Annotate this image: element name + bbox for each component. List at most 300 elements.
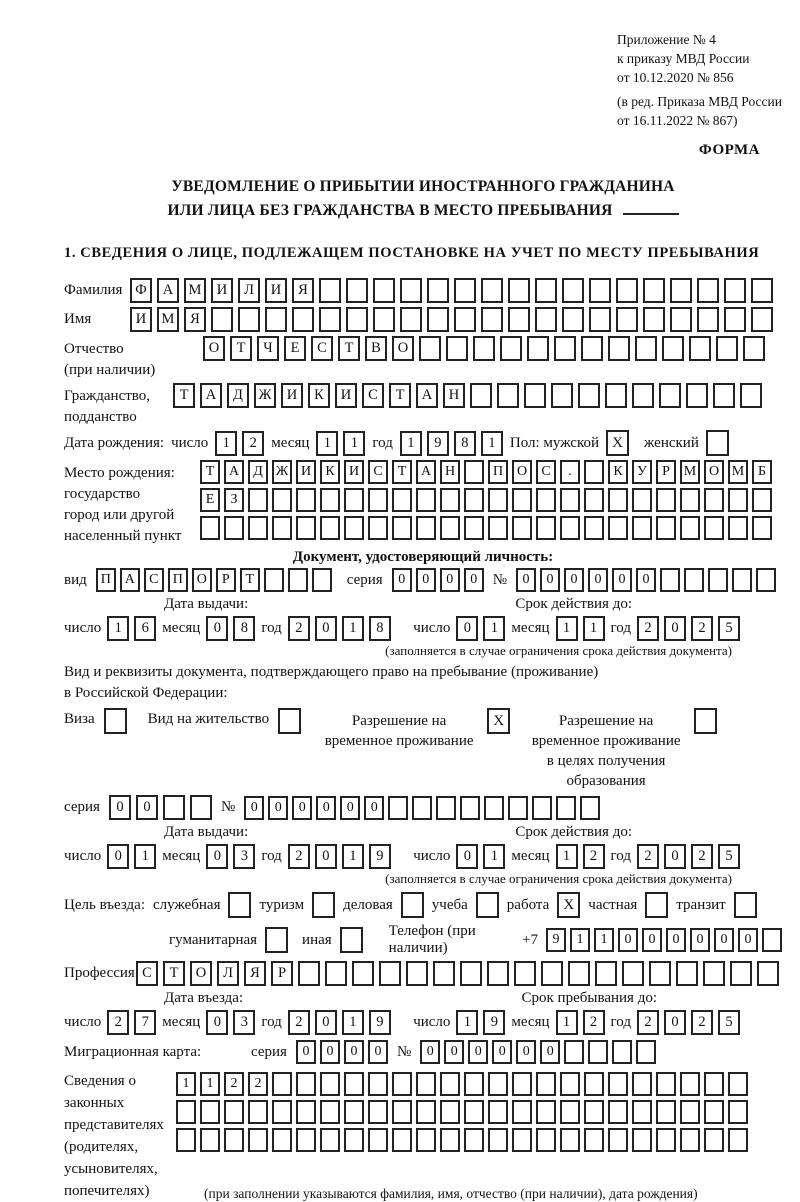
char-box[interactable] xyxy=(481,307,503,332)
char-box[interactable]: 0 xyxy=(206,616,228,641)
char-box[interactable] xyxy=(508,278,530,303)
char-box[interactable] xyxy=(508,796,528,820)
char-box[interactable] xyxy=(728,488,748,512)
char-box[interactable]: 0 xyxy=(456,844,478,869)
char-box[interactable] xyxy=(560,1100,580,1124)
char-box[interactable] xyxy=(368,488,388,512)
char-box[interactable]: 0 xyxy=(464,568,484,592)
char-box[interactable]: 0 xyxy=(420,1040,440,1064)
char-box[interactable]: Ф xyxy=(130,278,152,303)
char-box[interactable] xyxy=(433,961,455,986)
char-box[interactable]: 1 xyxy=(215,431,237,456)
char-box[interactable] xyxy=(320,1072,340,1096)
char-box[interactable]: 0 xyxy=(344,1040,364,1064)
char-box[interactable] xyxy=(670,278,692,303)
char-box[interactable]: 1 xyxy=(570,928,590,952)
char-box[interactable] xyxy=(272,488,292,512)
char-box[interactable]: К xyxy=(320,460,340,484)
char-box[interactable] xyxy=(512,1100,532,1124)
char-box[interactable] xyxy=(176,1100,196,1124)
char-box[interactable] xyxy=(497,383,519,408)
char-box[interactable] xyxy=(659,383,681,408)
char-box[interactable] xyxy=(488,1072,508,1096)
char-box[interactable]: 8 xyxy=(454,431,476,456)
char-box[interactable]: 0 xyxy=(588,568,608,592)
char-box[interactable] xyxy=(536,1100,556,1124)
char-box[interactable] xyxy=(320,1128,340,1152)
char-box[interactable]: 1 xyxy=(556,616,578,641)
char-box[interactable] xyxy=(344,488,364,512)
char-box[interactable]: 1 xyxy=(556,1010,578,1035)
char-box[interactable]: 5 xyxy=(718,1010,740,1035)
char-box[interactable]: 0 xyxy=(206,844,228,869)
char-box[interactable]: 1 xyxy=(400,431,422,456)
char-box[interactable] xyxy=(616,307,638,332)
char-box[interactable] xyxy=(686,383,708,408)
char-box[interactable] xyxy=(406,961,428,986)
char-box[interactable]: 1 xyxy=(343,431,365,456)
char-box[interactable] xyxy=(512,1072,532,1096)
char-box[interactable]: 2 xyxy=(224,1072,244,1096)
char-box[interactable] xyxy=(265,307,287,332)
char-box[interactable]: 0 xyxy=(315,844,337,869)
char-box[interactable]: 2 xyxy=(107,1010,129,1035)
char-box[interactable]: Т xyxy=(230,336,252,361)
char-box[interactable] xyxy=(560,1128,580,1152)
char-box[interactable] xyxy=(392,488,412,512)
char-box[interactable]: У xyxy=(632,460,652,484)
char-box[interactable] xyxy=(649,961,671,986)
char-box[interactable] xyxy=(608,1128,628,1152)
char-box[interactable] xyxy=(752,516,772,540)
char-box[interactable]: 1 xyxy=(107,616,129,641)
char-box[interactable] xyxy=(392,1100,412,1124)
char-box[interactable] xyxy=(296,1100,316,1124)
char-box[interactable]: О xyxy=(190,961,212,986)
char-box[interactable] xyxy=(689,336,711,361)
char-box[interactable] xyxy=(632,516,652,540)
char-box[interactable] xyxy=(728,1072,748,1096)
char-box[interactable]: 2 xyxy=(691,1010,713,1035)
char-box[interactable]: 0 xyxy=(315,1010,337,1035)
char-box[interactable]: И xyxy=(335,383,357,408)
char-box[interactable] xyxy=(536,516,556,540)
char-box[interactable] xyxy=(484,796,504,820)
char-box[interactable]: Т xyxy=(200,460,220,484)
char-box[interactable] xyxy=(751,307,773,332)
char-box[interactable] xyxy=(272,516,292,540)
char-box[interactable] xyxy=(584,516,604,540)
char-box[interactable] xyxy=(762,928,782,952)
char-box[interactable]: Р xyxy=(656,460,676,484)
char-box[interactable] xyxy=(292,307,314,332)
char-box[interactable] xyxy=(320,1100,340,1124)
char-box[interactable]: И xyxy=(265,278,287,303)
char-box[interactable] xyxy=(392,1128,412,1152)
char-box[interactable] xyxy=(562,278,584,303)
char-box[interactable]: 0 xyxy=(664,616,686,641)
char-box[interactable] xyxy=(656,1128,676,1152)
char-box[interactable]: П xyxy=(96,568,116,592)
char-box[interactable] xyxy=(656,1100,676,1124)
char-box[interactable]: 1 xyxy=(342,844,364,869)
char-box[interactable] xyxy=(512,1128,532,1152)
purpose-study-checkbox[interactable] xyxy=(476,892,499,918)
char-box[interactable]: И xyxy=(344,460,364,484)
char-box[interactable] xyxy=(373,278,395,303)
char-box[interactable]: 0 xyxy=(206,1010,228,1035)
char-box[interactable]: В xyxy=(365,336,387,361)
char-box[interactable]: 2 xyxy=(248,1072,268,1096)
char-box[interactable] xyxy=(464,1128,484,1152)
char-box[interactable] xyxy=(224,516,244,540)
char-box[interactable]: 0 xyxy=(364,796,384,820)
char-box[interactable] xyxy=(368,1100,388,1124)
char-box[interactable] xyxy=(248,516,268,540)
char-box[interactable] xyxy=(312,568,332,592)
char-box[interactable] xyxy=(535,307,557,332)
char-box[interactable]: 9 xyxy=(546,928,566,952)
char-box[interactable] xyxy=(756,568,776,592)
char-box[interactable]: 0 xyxy=(340,796,360,820)
char-box[interactable] xyxy=(200,1128,220,1152)
char-box[interactable] xyxy=(564,1040,584,1064)
char-box[interactable]: И xyxy=(130,307,152,332)
char-box[interactable] xyxy=(440,1072,460,1096)
char-box[interactable]: Ж xyxy=(254,383,276,408)
char-box[interactable] xyxy=(412,796,432,820)
char-box[interactable] xyxy=(660,568,680,592)
char-box[interactable]: 1 xyxy=(456,1010,478,1035)
char-box[interactable] xyxy=(440,488,460,512)
char-box[interactable] xyxy=(608,1072,628,1096)
char-box[interactable]: 0 xyxy=(540,1040,560,1064)
char-box[interactable] xyxy=(464,1072,484,1096)
char-box[interactable]: 1 xyxy=(594,928,614,952)
char-box[interactable] xyxy=(344,1072,364,1096)
char-box[interactable] xyxy=(728,1128,748,1152)
char-box[interactable] xyxy=(400,278,422,303)
char-box[interactable] xyxy=(656,516,676,540)
char-box[interactable]: Е xyxy=(200,488,220,512)
char-box[interactable]: М xyxy=(728,460,748,484)
char-box[interactable] xyxy=(464,1100,484,1124)
char-box[interactable] xyxy=(560,516,580,540)
char-box[interactable] xyxy=(427,278,449,303)
char-box[interactable] xyxy=(704,516,724,540)
char-box[interactable] xyxy=(488,516,508,540)
char-box[interactable] xyxy=(656,488,676,512)
char-box[interactable] xyxy=(440,1100,460,1124)
char-box[interactable] xyxy=(608,488,628,512)
char-box[interactable] xyxy=(416,1128,436,1152)
char-box[interactable]: И xyxy=(211,278,233,303)
char-box[interactable]: 1 xyxy=(481,431,503,456)
char-box[interactable] xyxy=(344,516,364,540)
char-box[interactable]: 0 xyxy=(666,928,686,952)
char-box[interactable] xyxy=(248,488,268,512)
char-box[interactable]: Д xyxy=(248,460,268,484)
char-box[interactable] xyxy=(296,516,316,540)
char-box[interactable]: 0 xyxy=(690,928,710,952)
char-box[interactable] xyxy=(632,1128,652,1152)
char-box[interactable] xyxy=(584,488,604,512)
char-box[interactable] xyxy=(460,961,482,986)
char-box[interactable]: Т xyxy=(163,961,185,986)
char-box[interactable]: Т xyxy=(392,460,412,484)
char-box[interactable]: 7 xyxy=(134,1010,156,1035)
char-box[interactable] xyxy=(703,961,725,986)
char-box[interactable] xyxy=(743,336,765,361)
char-box[interactable] xyxy=(680,1128,700,1152)
purpose-private-checkbox[interactable] xyxy=(645,892,668,918)
char-box[interactable]: С xyxy=(536,460,556,484)
char-box[interactable]: К xyxy=(308,383,330,408)
char-box[interactable]: А xyxy=(120,568,140,592)
purpose-business-checkbox[interactable] xyxy=(401,892,424,918)
char-box[interactable]: З xyxy=(224,488,244,512)
char-box[interactable] xyxy=(416,488,436,512)
temp-residence-education-checkbox[interactable] xyxy=(694,708,717,734)
char-box[interactable]: И xyxy=(281,383,303,408)
char-box[interactable]: Н xyxy=(443,383,465,408)
char-box[interactable] xyxy=(568,961,590,986)
char-box[interactable]: Я xyxy=(244,961,266,986)
char-box[interactable] xyxy=(527,336,549,361)
char-box[interactable] xyxy=(296,1128,316,1152)
char-box[interactable]: О xyxy=(392,336,414,361)
char-box[interactable] xyxy=(200,516,220,540)
char-box[interactable] xyxy=(578,383,600,408)
char-box[interactable] xyxy=(632,1072,652,1096)
char-box[interactable] xyxy=(392,1072,412,1096)
char-box[interactable] xyxy=(288,568,308,592)
char-box[interactable] xyxy=(622,961,644,986)
char-box[interactable]: Л xyxy=(238,278,260,303)
char-box[interactable] xyxy=(419,336,441,361)
char-box[interactable] xyxy=(352,961,374,986)
char-box[interactable]: А xyxy=(416,460,436,484)
char-box[interactable] xyxy=(536,1128,556,1152)
char-box[interactable] xyxy=(551,383,573,408)
char-box[interactable]: О xyxy=(704,460,724,484)
char-box[interactable] xyxy=(481,278,503,303)
char-box[interactable] xyxy=(643,278,665,303)
char-box[interactable] xyxy=(697,307,719,332)
char-box[interactable] xyxy=(470,383,492,408)
char-box[interactable]: 2 xyxy=(288,616,310,641)
char-box[interactable]: А xyxy=(157,278,179,303)
char-box[interactable] xyxy=(454,278,476,303)
char-box[interactable] xyxy=(684,568,704,592)
char-box[interactable] xyxy=(589,278,611,303)
char-box[interactable] xyxy=(248,1128,268,1152)
char-box[interactable]: С xyxy=(144,568,164,592)
char-box[interactable]: 0 xyxy=(714,928,734,952)
char-box[interactable]: 0 xyxy=(244,796,264,820)
char-box[interactable]: 0 xyxy=(564,568,584,592)
char-box[interactable]: Б xyxy=(752,460,772,484)
char-box[interactable]: Р xyxy=(271,961,293,986)
char-box[interactable] xyxy=(560,1072,580,1096)
char-box[interactable] xyxy=(488,1128,508,1152)
char-box[interactable]: 5 xyxy=(718,844,740,869)
char-box[interactable]: 9 xyxy=(369,844,391,869)
char-box[interactable] xyxy=(264,568,284,592)
char-box[interactable] xyxy=(536,488,556,512)
char-box[interactable] xyxy=(728,1100,748,1124)
char-box[interactable]: 1 xyxy=(483,844,505,869)
char-box[interactable] xyxy=(670,307,692,332)
char-box[interactable]: 0 xyxy=(292,796,312,820)
char-box[interactable]: Е xyxy=(284,336,306,361)
char-box[interactable]: 0 xyxy=(516,568,536,592)
char-box[interactable] xyxy=(344,1128,364,1152)
char-box[interactable] xyxy=(616,278,638,303)
char-box[interactable]: 3 xyxy=(233,1010,255,1035)
char-box[interactable]: 9 xyxy=(369,1010,391,1035)
char-box[interactable]: 0 xyxy=(540,568,560,592)
char-box[interactable]: 2 xyxy=(288,844,310,869)
char-box[interactable] xyxy=(554,336,576,361)
char-box[interactable] xyxy=(581,336,603,361)
char-box[interactable]: А xyxy=(200,383,222,408)
residence-permit-checkbox[interactable] xyxy=(278,708,301,734)
char-box[interactable]: 9 xyxy=(427,431,449,456)
char-box[interactable] xyxy=(379,961,401,986)
char-box[interactable] xyxy=(724,307,746,332)
char-box[interactable] xyxy=(636,1040,656,1064)
char-box[interactable]: Т xyxy=(240,568,260,592)
char-box[interactable]: 0 xyxy=(440,568,460,592)
char-box[interactable]: 0 xyxy=(636,568,656,592)
char-box[interactable] xyxy=(248,1100,268,1124)
char-box[interactable]: М xyxy=(680,460,700,484)
char-box[interactable]: М xyxy=(157,307,179,332)
char-box[interactable] xyxy=(680,1072,700,1096)
char-box[interactable] xyxy=(298,961,320,986)
char-box[interactable]: 0 xyxy=(136,795,158,820)
char-box[interactable] xyxy=(200,1100,220,1124)
char-box[interactable] xyxy=(589,307,611,332)
char-box[interactable]: Т xyxy=(173,383,195,408)
char-box[interactable] xyxy=(708,568,728,592)
char-box[interactable] xyxy=(584,1100,604,1124)
char-box[interactable] xyxy=(190,795,212,820)
char-box[interactable] xyxy=(676,961,698,986)
char-box[interactable] xyxy=(392,516,412,540)
char-box[interactable] xyxy=(632,383,654,408)
char-box[interactable] xyxy=(416,516,436,540)
char-box[interactable] xyxy=(562,307,584,332)
char-box[interactable]: 2 xyxy=(637,1010,659,1035)
char-box[interactable]: . xyxy=(560,460,580,484)
char-box[interactable] xyxy=(508,307,530,332)
char-box[interactable] xyxy=(440,516,460,540)
purpose-official-checkbox[interactable] xyxy=(228,892,251,918)
char-box[interactable]: О xyxy=(203,336,225,361)
char-box[interactable]: 2 xyxy=(637,844,659,869)
char-box[interactable]: 2 xyxy=(583,844,605,869)
char-box[interactable] xyxy=(752,488,772,512)
char-box[interactable]: 1 xyxy=(134,844,156,869)
char-box[interactable]: Н xyxy=(440,460,460,484)
char-box[interactable] xyxy=(487,961,509,986)
char-box[interactable] xyxy=(320,488,340,512)
char-box[interactable] xyxy=(296,1072,316,1096)
char-box[interactable] xyxy=(635,336,657,361)
char-box[interactable]: 2 xyxy=(242,431,264,456)
char-box[interactable]: 0 xyxy=(738,928,758,952)
sex-female-checkbox[interactable] xyxy=(706,430,729,456)
char-box[interactable] xyxy=(612,1040,632,1064)
char-box[interactable] xyxy=(740,383,762,408)
char-box[interactable]: 0 xyxy=(664,844,686,869)
char-box[interactable] xyxy=(488,1100,508,1124)
char-box[interactable]: 6 xyxy=(134,616,156,641)
char-box[interactable]: 0 xyxy=(109,795,131,820)
char-box[interactable] xyxy=(584,1072,604,1096)
char-box[interactable] xyxy=(320,516,340,540)
char-box[interactable]: 0 xyxy=(444,1040,464,1064)
char-box[interactable]: 1 xyxy=(342,1010,364,1035)
char-box[interactable] xyxy=(464,460,484,484)
char-box[interactable]: О xyxy=(192,568,212,592)
char-box[interactable] xyxy=(464,516,484,540)
char-box[interactable] xyxy=(608,516,628,540)
char-box[interactable]: К xyxy=(608,460,628,484)
char-box[interactable] xyxy=(344,1100,364,1124)
char-box[interactable] xyxy=(716,336,738,361)
char-box[interactable] xyxy=(724,278,746,303)
char-box[interactable]: Я xyxy=(292,278,314,303)
char-box[interactable]: 0 xyxy=(664,1010,686,1035)
char-box[interactable]: О xyxy=(512,460,532,484)
char-box[interactable] xyxy=(272,1100,292,1124)
char-box[interactable] xyxy=(325,961,347,986)
char-box[interactable] xyxy=(536,1072,556,1096)
char-box[interactable]: 0 xyxy=(456,616,478,641)
char-box[interactable] xyxy=(732,568,752,592)
char-box[interactable]: И xyxy=(296,460,316,484)
char-box[interactable] xyxy=(176,1128,196,1152)
char-box[interactable] xyxy=(488,488,508,512)
char-box[interactable] xyxy=(704,1128,724,1152)
char-box[interactable] xyxy=(632,488,652,512)
char-box[interactable]: 2 xyxy=(583,1010,605,1035)
char-box[interactable]: Ж xyxy=(272,460,292,484)
char-box[interactable] xyxy=(514,961,536,986)
char-box[interactable] xyxy=(608,1100,628,1124)
char-box[interactable] xyxy=(584,1128,604,1152)
char-box[interactable]: А xyxy=(224,460,244,484)
char-box[interactable]: Р xyxy=(216,568,236,592)
char-box[interactable]: 0 xyxy=(268,796,288,820)
temp-residence-checkbox[interactable]: X xyxy=(487,708,510,734)
char-box[interactable]: 1 xyxy=(556,844,578,869)
char-box[interactable]: С xyxy=(368,460,388,484)
char-box[interactable]: 0 xyxy=(642,928,662,952)
char-box[interactable] xyxy=(446,336,468,361)
char-box[interactable] xyxy=(728,516,748,540)
char-box[interactable] xyxy=(643,307,665,332)
sex-male-checkbox[interactable]: X xyxy=(606,430,629,456)
char-box[interactable] xyxy=(512,488,532,512)
char-box[interactable]: 0 xyxy=(612,568,632,592)
char-box[interactable] xyxy=(757,961,779,986)
char-box[interactable]: 0 xyxy=(107,844,129,869)
char-box[interactable] xyxy=(454,307,476,332)
